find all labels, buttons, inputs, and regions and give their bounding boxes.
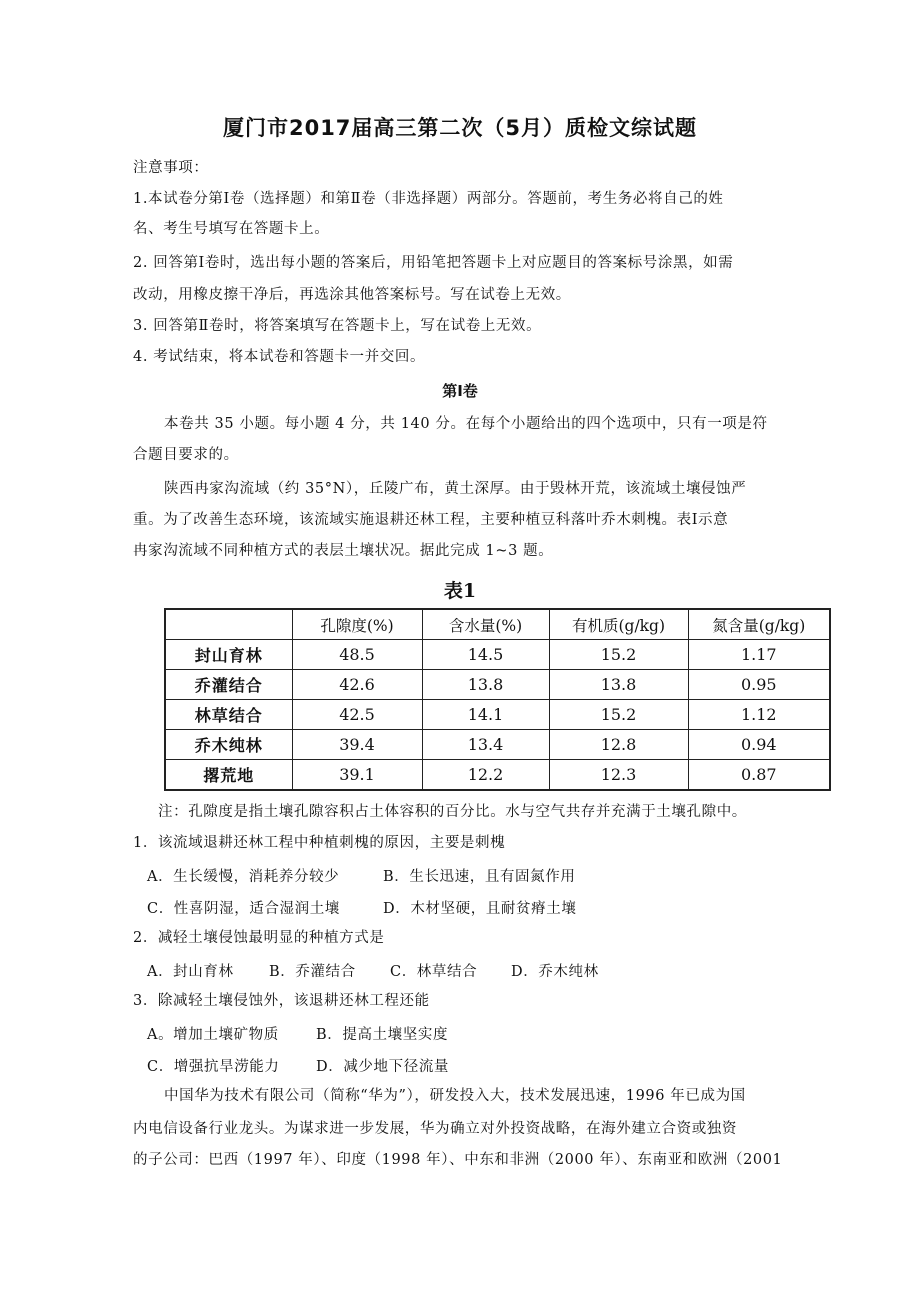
table-cell: 14.5 [422, 640, 549, 670]
table-row-label: 乔木纯林 [165, 730, 292, 760]
notice-line: 3. 回答第Ⅱ卷时，将答案填写在答题卡上，写在试卷上无效。 [133, 318, 542, 334]
question-option: D．减少地下径流量 [316, 1059, 450, 1075]
page-title: 厦门市2017届高三第二次（5月）质检文综试题 [222, 116, 698, 140]
table-header [165, 609, 292, 640]
table-cell: 15.2 [549, 700, 688, 730]
table-row [165, 670, 830, 700]
table-cell: 0.94 [688, 730, 830, 760]
table-cell: 39.1 [292, 760, 422, 791]
notice-line: 4. 考试结束，将本试卷和答题卡一并交回。 [133, 349, 426, 365]
table-cell: 15.2 [549, 640, 688, 670]
table-header: 含水量(%) [422, 609, 549, 640]
question-option: A。增加土壤矿物质 [147, 1027, 279, 1043]
table-cell: 13.4 [422, 730, 549, 760]
question-option: B．提高土壤坚实度 [316, 1027, 449, 1043]
question-stem: 3．除减轻土壤侵蚀外，该退耕还林工程还能 [133, 993, 430, 1009]
table-cell: 13.8 [422, 670, 549, 700]
table-row-label: 林草结合 [165, 700, 292, 730]
question-option: C．林草结合 [390, 964, 478, 980]
table-title: 表1 [443, 580, 477, 602]
passage-line: 中国华为技术有限公司（简称“华为”），研发投入大，技术发展迅速，1996 年已成为国 [164, 1088, 746, 1104]
table-row [165, 640, 830, 670]
notice-line: 改动，用橡皮擦干净后，再选涂其他答案标号。写在试卷上无效。 [133, 287, 571, 303]
table-cell: 39.4 [292, 730, 422, 760]
passage-line: 冉家沟流域不同种植方式的表层土壤状况。据此完成 1~3 题。 [133, 543, 554, 559]
question-stem: 1．该流域退耕还林工程中种植刺槐的原因，主要是刺槐 [133, 835, 506, 851]
question-option: C．增强抗旱涝能力 [147, 1059, 280, 1075]
section-intro: 本卷共 35 小题。每小题 4 分，共 140 分。在每个小题给出的四个选项中，只有一项是符 [164, 416, 768, 432]
table-row-label: 撂荒地 [165, 760, 292, 791]
soil-table [164, 608, 831, 791]
notice-line: 2. 回答第Ⅰ卷时，选出每小题的答案后，用铅笔把答题卡上对应题目的答案标号涂黑，如需 [133, 255, 734, 271]
table-cell: 13.8 [549, 670, 688, 700]
table-note: 注：孔隙度是指土壤孔隙容积占土体容积的百分比。水与空气共存并充满于土壤孔隙中。 [158, 804, 747, 820]
table-header: 氮含量(g/kg) [688, 609, 830, 640]
table-cell: 12.3 [549, 760, 688, 791]
table-cell: 14.1 [422, 700, 549, 730]
question-option: D．木材坚硬，且耐贫瘠土壤 [383, 901, 577, 917]
question-option: B．乔灌结合 [269, 964, 356, 980]
table-cell: 42.6 [292, 670, 422, 700]
question-option: C．性喜阴湿，适合湿润土壤 [147, 901, 340, 917]
table-row [165, 730, 830, 760]
passage-line: 的子公司：巴西（1997 年）、印度（1998 年）、中东和非洲（2000 年）、东南亚和欧洲（2001 [133, 1152, 783, 1168]
table-cell: 0.95 [688, 670, 830, 700]
table-header: 孔隙度(%) [292, 609, 422, 640]
table-cell: 48.5 [292, 640, 422, 670]
question-option: B．生长迅速，且有固氮作用 [383, 869, 576, 885]
table-row [165, 700, 830, 730]
table-header: 有机质(g/kg) [549, 609, 688, 640]
passage-line: 陕西冉家沟流域（约 35°N），丘陵广布，黄土深厚。由于毁林开荒，该流域土壤侵蚀严 [164, 481, 747, 497]
table-cell: 1.17 [688, 640, 830, 670]
question-option: A．生长缓慢，消耗养分较少 [147, 869, 340, 885]
table-cell: 12.2 [422, 760, 549, 791]
question-option: A．封山育林 [147, 964, 234, 980]
table-header-row [165, 609, 830, 640]
table-cell: 42.5 [292, 700, 422, 730]
table-cell: 0.87 [688, 760, 830, 791]
passage-line: 内电信设备行业龙头。为谋求进一步发展，华为确立对外投资战略，在海外建立合资或独资 [133, 1121, 737, 1137]
notice-line: 名、考生号填写在答题卡上。 [133, 221, 330, 237]
table-cell: 1.12 [688, 700, 830, 730]
notice-line: 1.本试卷分第Ⅰ卷（选择题）和第Ⅱ卷（非选择题）两部分。答题前，考生务必将自己的姓 [133, 191, 724, 207]
passage-line: 重。为了改善生态环境，该流域实施退耕还林工程，主要种植豆科落叶乔木刺槐。表Ⅰ示意 [133, 512, 729, 528]
table-row-label: 封山育林 [165, 640, 292, 670]
section-intro: 合题目要求的。 [133, 447, 239, 463]
notice-heading: 注意事项： [133, 160, 209, 176]
question-option: D．乔木纯林 [511, 964, 599, 980]
question-stem: 2．减轻土壤侵蚀最明显的种植方式是 [133, 930, 385, 946]
table-cell: 12.8 [549, 730, 688, 760]
table-row [165, 760, 830, 791]
section-title: 第Ⅰ卷 [442, 382, 478, 400]
table-row-label: 乔灌结合 [165, 670, 292, 700]
